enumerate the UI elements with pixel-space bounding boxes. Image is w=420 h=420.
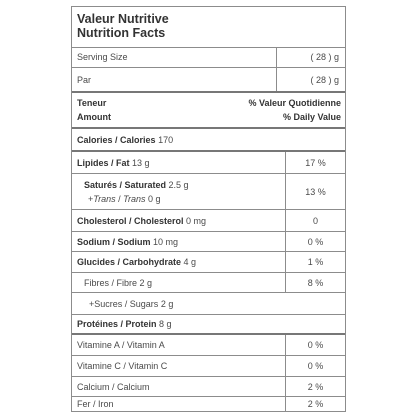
cholesterol-label: Cholesterol / Cholesterol [77,215,184,226]
sugars-label: +Sucres / Sugars [89,298,159,309]
fibre-amount: 2 g [139,277,153,288]
calories-value: 170 [158,134,174,145]
vitamin-c-row [72,356,345,377]
carbohydrate-cell [77,252,196,272]
fibre-label: Fibres / Fibre [84,277,138,288]
protein-label: Protéines / Protein [77,319,157,329]
saturated-trans-pct: 13 % [285,174,345,209]
iron-row [72,397,345,411]
iron-pct: 2 % [285,397,345,411]
saturated-amount: 2.5 g [168,179,189,190]
protein-row [72,315,345,335]
amount-header [77,93,111,127]
calories-row [72,129,345,152]
trans-fr: Trans [93,193,116,204]
fat-amount: 13 g [132,157,150,168]
per-value: ( 28 ) g [276,68,345,91]
fat-row [72,152,345,174]
serving-size-row [72,47,345,68]
carbohydrate-amount: 4 g [183,257,197,267]
fibre-row [72,273,345,293]
title-fr: Valeur Nutritive [77,12,169,26]
cholesterol-cell [77,210,206,231]
amount-header-en: Amount [77,112,111,122]
title-en: Nutrition Facts [77,26,166,40]
vitamin-a-pct: 0 % [285,335,345,355]
sodium-amount: 10 mg [153,236,179,247]
saturated-label: Saturés / Saturated [84,179,167,190]
saturated-trans-cell [84,174,189,209]
carbohydrate-label: Glucides / Carbohydrate [77,257,182,267]
vitamin-a-label: Vitamine A / Vitamin A [77,340,165,350]
trans-amount: 0 g [147,193,161,204]
cholesterol-row [72,210,345,232]
fat-pct: 17 % [285,152,345,173]
daily-value-header [248,93,341,127]
calcium-row [72,377,345,397]
calories-cell [77,129,173,150]
sugars-cell [89,293,173,314]
trans-en: Trans [123,193,146,204]
column-header-row [72,93,345,129]
sodium-pct: 0 % [285,232,345,251]
calcium-pct: 2 % [285,377,345,396]
trans-prefix: + [88,193,94,204]
sodium-cell [77,232,178,251]
calories-label: Calories / Calories [77,134,156,145]
calcium-label: Calcium / Calcium [77,381,150,392]
cholesterol-pct: 0 [285,210,345,231]
per-row [72,68,345,93]
table-header [72,7,345,48]
fibre-pct: 8 % [285,273,345,292]
iron-label: Fer / Iron [77,399,114,409]
vitamin-c-pct: 0 % [285,356,345,376]
carbohydrate-pct: 1 % [285,252,345,272]
serving-size-label: Serving Size [77,52,128,62]
protein-cell [77,315,172,333]
amount-header-fr: Teneur [77,98,107,108]
nutrition-facts-table [71,6,346,412]
fat-cell [77,152,150,173]
per-label: Par [77,74,92,85]
sodium-label: Sodium / Sodium [77,236,151,247]
protein-amount: 8 g [159,319,172,329]
fibre-cell [84,273,152,292]
sugars-amount: 2 g [160,298,174,309]
daily-value-header-fr: % Valeur Quotidienne [248,98,341,108]
vitamin-c-label: Vitamine C / Vitamin C [77,361,168,371]
cholesterol-amount: 0 mg [186,215,207,226]
carbohydrate-row [72,252,345,273]
sugars-row [72,293,345,315]
serving-size-value: ( 28 ) g [276,47,345,67]
fat-label: Lipides / Fat [77,157,130,168]
daily-value-header-en: % Daily Value [282,112,341,122]
sodium-row [72,232,345,252]
trans-sep: / [115,193,124,204]
vitamin-a-row [72,335,345,356]
saturated-trans-row [72,174,345,210]
